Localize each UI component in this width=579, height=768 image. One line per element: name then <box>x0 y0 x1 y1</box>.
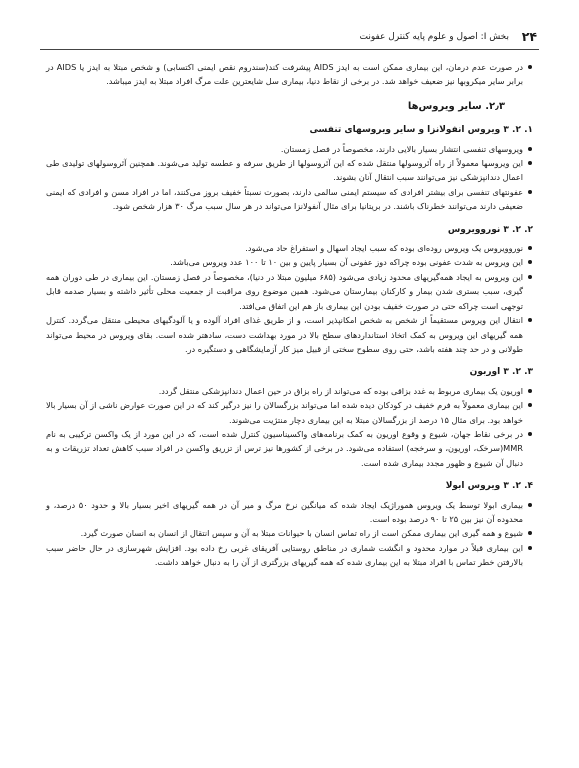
list-item: بیماری ابولا توسط یک ویروس هموراژیک ایجاد شده که میانگین نرخ مرگ و میر آن در همه گیریهای اخیر بسیار بالا و حدود ۵۰ درصد، و محدوده آن نیز بین ۲۵ تا ۹۰ درصد بوده است. <box>46 498 533 527</box>
subsection-mumps <box>46 365 533 470</box>
page-body <box>46 60 533 570</box>
page-number: ۲۴ <box>521 29 537 44</box>
list-item: این ویروس به ایجاد همه‌گیریهای محدود زیادی می‌شود (۶۸۵ میلیون مبتلا در دنیا)، مخصوصاً در فصل زمستان. این بیماری در طی دوران همه گیری، سبب بستری شدن بیمار و کارکنان بیمارستان می‌شود. همین موضوع روی مراقبت از جمعیت محلی تأثیر داشته و بسیار صدمه قابل توجهی است چراکه حتی در صورت خفیف بودن این بیماری باز هم این اتفاق می‌افتد. <box>46 270 533 313</box>
subsection-heading: ۱. ۲. ۳ ویروس انفولانزا و سایر ویروسهای تنفسی <box>309 125 533 136</box>
list-item: عفونتهای تنفسی برای بیشتر افرادی که سیستم ایمنی سالمی دارند، بصورت نسبتاً خفیف بروز می‌کنند، اما در افراد مسن و افرادی که ایمنی ضعیفی دارند می‌توانند خطرناک باشند. در بریتانیا برای مثال آنفولانزا می‌تواند در هر سال سبب مرگ ۳۰ هزار شخص شود. <box>46 185 533 214</box>
list-item: ویروسهای تنفسی انتشار بسیار بالایی دارند، مخصوصاً در فصل زمستان. <box>46 142 533 156</box>
list-item: اوریون یک بیماری مربوط به غدد بزاقی بوده که می‌تواند از راه بزاق در حین اعمال دندانپزشکی منتقل گردد. <box>46 384 533 398</box>
list-item: این ویروسها معمولاً از راه آئروسولها منتقل شده که این آئروسولها از طریق سرفه و عطسه تولید می‌شوند. همچنین آئروسولهای تولیدی طی اعمال دندانپزشکی نیز می‌توانند سبب انتقال آنان بشوند. <box>46 156 533 185</box>
subsection-heading: ۴. ۲. ۳ ویروس ابولا <box>445 481 533 492</box>
subsection-ebola <box>46 479 533 569</box>
section-heading: ۲٫۳. سایر ویروس‌ها <box>407 100 505 112</box>
intro-paragraph: در صورت عدم درمان، این بیماری ممکن است به ایدز AIDS پیشرفت کند(سندروم نقص ایمنی اکتسابی) و شخص مبتلا به ایدز یا AIDS در برابر سایر میکروبها نیز ضعیف خواهد شد. در برخی از نقاط دنیا، بیماری سل شایعترین علت مرگ افراد مبتلا به ایدز میباشد. <box>46 60 533 89</box>
list-item: شیوع و همه گیری این بیماری ممکن است از راه تماس انسان با حیوانات مبتلا به آن و سپس انتقال از انسان به انسان صورت گیرد. <box>46 526 533 540</box>
list-item: این بیماری قبلاً در موارد محدود و انگشت شماری در مناطق روستایی آفریقای غربی رخ داده بود. افزایش شهرسازی در حال حاضر سبب بالارفتن خطر تماس با افراد مبتلا به این بیماری شده که همه گیریهای بزرگتری از آن را به دنبال خواهد داشت. <box>46 541 533 570</box>
list-item: در برخی نقاط جهان، شیوع و وقوع اوریون به کمک برنامه‌های واکسیناسیون کنترل شده است، که در این مورد از یک واکسن ترکیبی به نام MMR(سرخک، اوریون، و سرخجه) استفاده می‌شود. در برخی از کشورها نیز ترس از تزریق واکسن در افراد سبب کاهش تعداد تزریقات و به دنبال آن شیوع و ظهور مجدد بیماری شده است. <box>46 427 533 470</box>
subsection-heading: ۳. ۲. ۳ اوربون <box>469 367 533 378</box>
list-item: این بیماری معمولاً به فرم خفیف در کودکان دیده شده اما می‌تواند بزرگسالان را نیز درگیر کند که در این صورت عوارض ناشی از آن بسیار بالا خواهد بود. برای مثال ۱۵ درصد از بزرگسالان مبتلا به این بیماری دچار منتژیت می‌شوند. <box>46 398 533 427</box>
subsection-heading: ۲. ۲. ۳ نوروویروس <box>447 224 533 235</box>
list-item: نوروویروس یک ویروس روده‌ای بوده که سبب ایجاد اسهال و استفراغ حاد می‌شود. <box>46 241 533 255</box>
running-title: بخش I: اصول و علوم پایه کنترل عفونت <box>359 32 509 42</box>
list-item: این ویروس به شدت عفونی بوده چراکه دوز عفونی آن بسیار پایین و بین ۱۰ تا ۱۰۰ عدد ویروس می‌باشد. <box>46 255 533 269</box>
subsection-norovirus <box>46 223 533 357</box>
page-header <box>40 27 539 50</box>
list-item: انتقال این ویروس مستقیماً از شخص به شخص امکانپذیر است، و از طریق غذای افراد آلوده و یا آلودگیهای محیطی منتقل می‌گردد. کنترل همه گیریهای این ویروس به کمک اتخاذ استانداردهای سطح بالا در مورد بهداشت دست، سادهتر شده است. بقای ویروس در محیط می‌تواند طولانی و در حد چند هفته باشد، حتی روی سطوح سختی از قبیل میز کار آزمایشگاهی و دستگیره در. <box>46 313 533 356</box>
subsection-influenza <box>46 123 533 213</box>
